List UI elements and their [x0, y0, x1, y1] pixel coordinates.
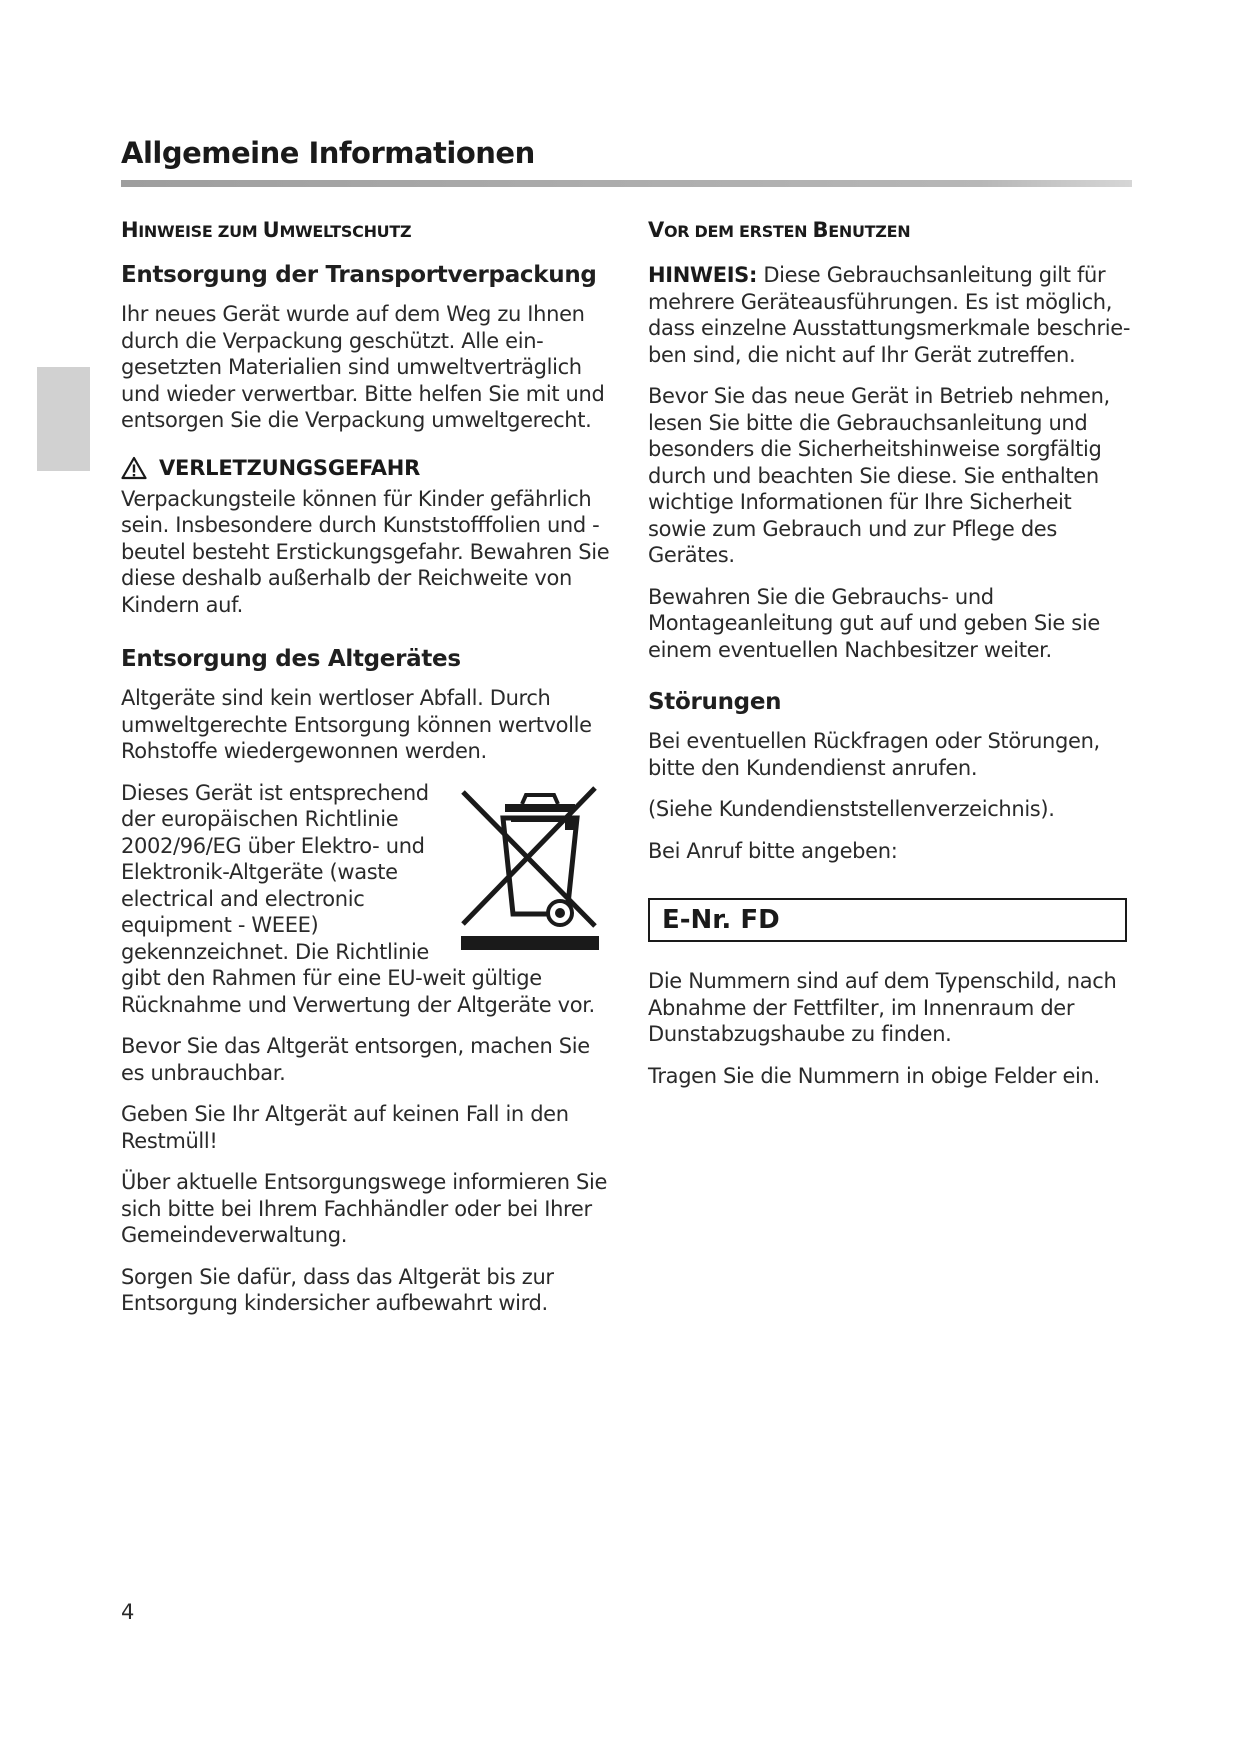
warning-text: Verpackungsteile können für Kinder gefährlich sein. Insbesondere durch Kunststofffolien und -beutel besteht Erstickungsgefahr. Bewahren Sie diese deshalb außerhalb der Reichweite von Kindern auf. — [121, 486, 610, 617]
faults-text-2: (Siehe Kundendienststellenverzeichnis). — [648, 797, 1055, 821]
warning-heading: VERLETZUNGSGEFAHR — [121, 456, 611, 480]
crossed-out-wheelie-bin-icon — [455, 780, 605, 952]
section-title-environment: HINWEISE ZUM UMWELTSCHUTZ — [121, 218, 412, 242]
old-device-text-4: Geben Sie Ihr Altgerät auf keinen Fall in den Restmüll! — [121, 1102, 569, 1153]
left-column — [121, 218, 611, 1332]
transport-packaging-text: Ihr neues Gerät wurde auf dem Weg zu Ihnen durch die Verpackung geschützt. Alle eingesetzten Materialien sind umweltverträglich und wieder verwertbar. Bitte helfen Sie mit und entsorgen Sie die Verpackung umweltgerecht. — [121, 302, 605, 432]
warning-triangle-icon — [121, 456, 147, 480]
heading-transport-packaging: Entsorgung der Transportverpackung — [121, 262, 597, 288]
note-label: HINWEIS: — [648, 263, 758, 287]
old-device-text-6: Sorgen Sie dafür, dass das Altgerät bis zur Entsorgung kindersicher aufbewahrt wird. — [121, 1264, 554, 1315]
faults-text-5: Tragen Sie die Nummern in obige Felder ein. — [648, 1063, 1100, 1088]
right-column — [648, 218, 1133, 1104]
section-title-first-use: VOR DEM ERSTEN BENUTZEN — [648, 218, 911, 242]
first-use-text-2: Bevor Sie das neue Gerät in Betrieb nehmen, lesen Sie bitte die Gebrauchsanleitung und besonders die Sicherheitshinweise sorgfältig durch und beachten Sie diese. Sie enthalten wichtige Informationen für Ihre Sicherheit sowie zum Gebrauch und zur Pflege des Gerätes. — [648, 384, 1110, 567]
heading-old-device: Entsorgung des Altgerätes — [121, 646, 461, 672]
old-device-text-3: Bevor Sie das Altgerät entsorgen, machen Sie es unbrauchbar. — [121, 1034, 590, 1085]
page-title: Allgemeine Informationen — [121, 136, 535, 170]
page-number: 4 — [121, 1600, 135, 1624]
old-device-text-5: Über aktuelle Entsorgungswege informieren Sie sich bitte bei Ihrem Fachhändler oder bei Ihrer Gemeindeverwaltung. — [121, 1170, 608, 1247]
faults-text-4: Die Nummern sind auf dem Typenschild, nach Abnahme der Fettfilter, im Innenraum der Dunstabzugshaube zu finden. — [648, 969, 1117, 1046]
e-nr-fd-field: E-Nr. FD — [648, 898, 1127, 942]
title-rule — [121, 180, 1132, 187]
old-device-text-1: Altgeräte sind kein wertloser Abfall. Durch umweltgerechte Entsorgung können wertvolle Rohstoffe wiedergewonnen werden. — [121, 686, 592, 763]
note-paragraph — [648, 262, 1133, 368]
faults-text-1: Bei eventuellen Rückfragen oder Störungen, bitte den Kundendienst anrufen. — [648, 729, 1100, 780]
note-text: Diese Gebrauchsanleitung gilt für mehrere Geräteausführungen. Es ist möglich, dass einzelne Ausstattungsmerkmale beschrieben sind, die nicht auf Ihr Gerät zutreffen. — [648, 263, 1131, 367]
old-device-text-2: Dieses Gerät ist entsprechend der europäischen Richtlinie 2002/96/EG über Elektro- und Elektronik-Altgeräte (waste electrical and electronic equipment - WEEE) gekennzeichnet. Die Richtlinie gibt den Rahmen für eine EU-weit gültige Rücknahme und Verwertung der Altgeräte vor. — [121, 780, 595, 1017]
heading-faults: Störungen — [648, 689, 782, 715]
side-tab-marker — [37, 367, 90, 471]
weee-section — [121, 780, 611, 1019]
first-use-text-3: Bewahren Sie die Gebrauchs- und Montageanleitung gut auf und geben Sie sie einem eventuellen Nachbesitzer weiter. — [648, 584, 1100, 662]
faults-text-3: Bei Anruf bitte angeben: — [648, 838, 898, 863]
